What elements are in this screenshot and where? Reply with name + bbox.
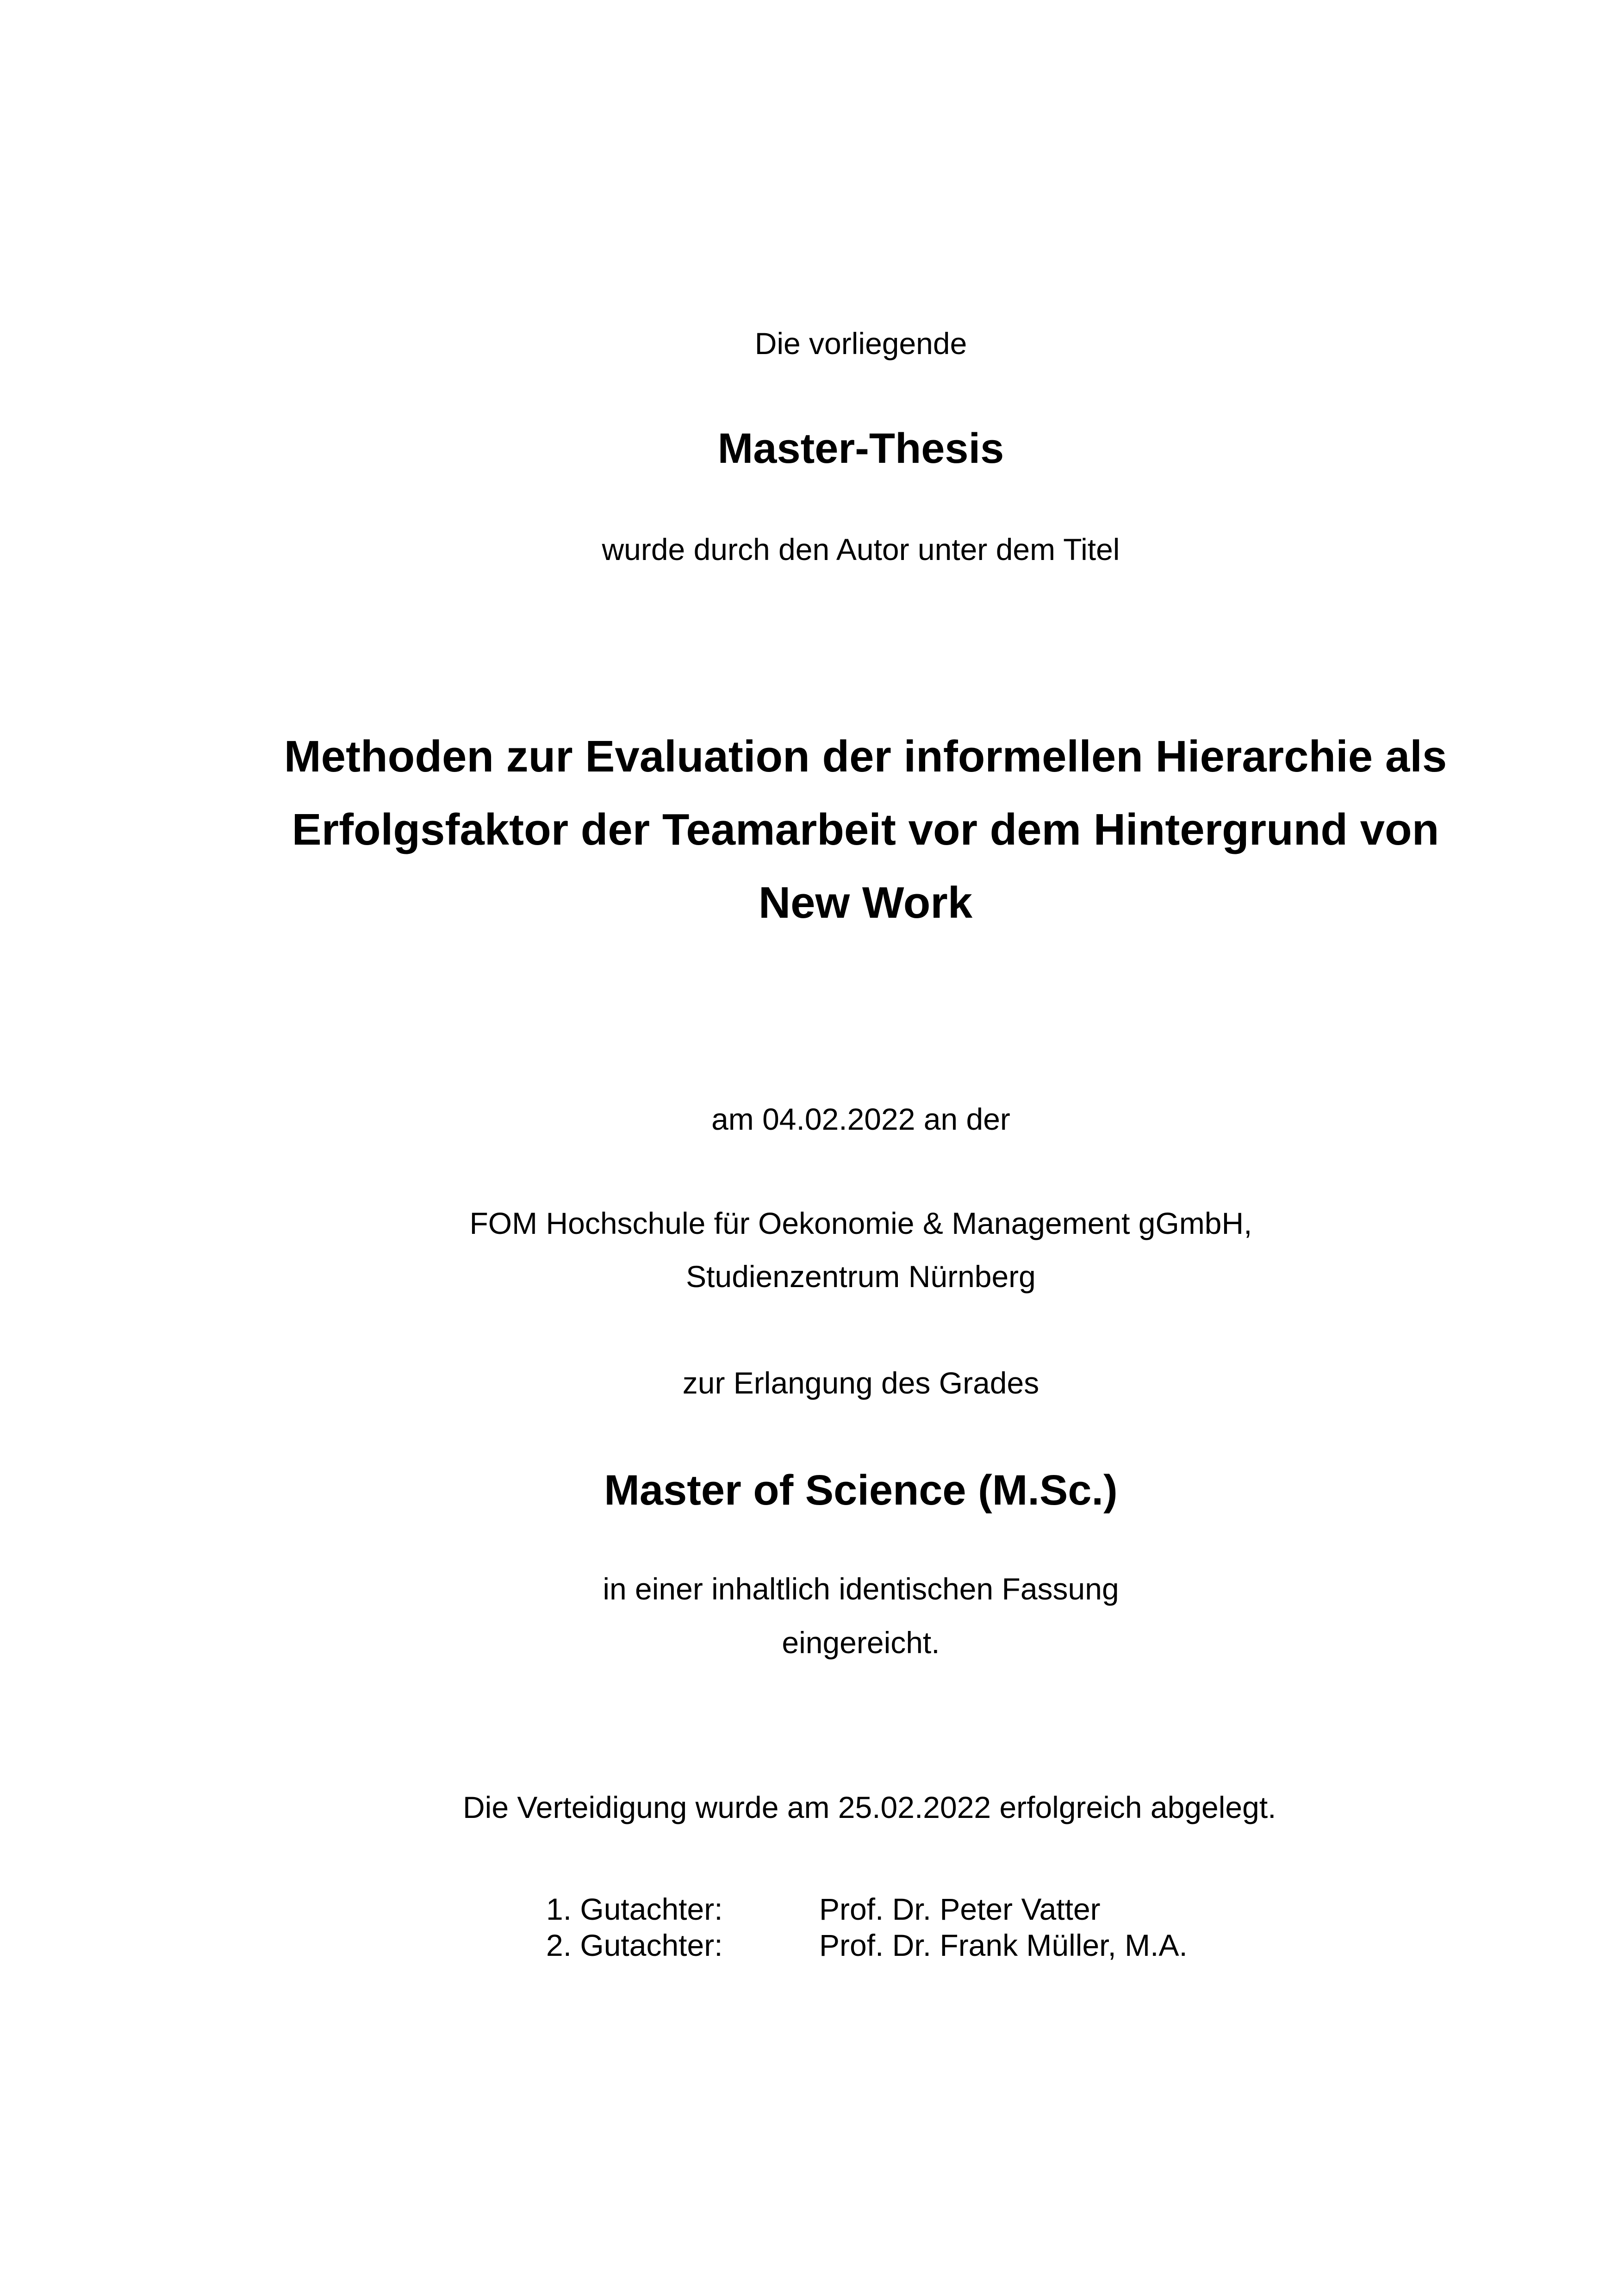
- intro-text: Die vorliegende: [754, 326, 967, 361]
- document-type-heading: Master-Thesis: [717, 425, 1004, 472]
- reviewer-row: [546, 1927, 1188, 1963]
- thesis-title-line-2: Erfolgsfaktor der Teamarbeit vor dem Hintergrund von: [292, 805, 1439, 854]
- reviewer-row: [546, 1891, 1188, 1927]
- reviewer-name: Prof. Dr. Peter Vatter: [819, 1892, 1101, 1926]
- defense-line: Die Verteidigung wurde am 25.02.2022 erfolgreich abgelegt.: [463, 1790, 1276, 1824]
- institution-line-2: Studienzentrum Nürnberg: [686, 1259, 1036, 1294]
- thesis-title-line-3: New Work: [758, 878, 973, 927]
- degree-heading: Master of Science (M.Sc.): [604, 1467, 1118, 1514]
- version-line-1: in einer inhaltlich identischen Fassung: [603, 1572, 1119, 1606]
- version-line-2: eingereicht.: [782, 1625, 940, 1660]
- thesis-title: [259, 720, 1472, 940]
- thesis-title-line-1: Methoden zur Evaluation der informellen Hierarchie als: [284, 732, 1447, 781]
- reviewer-name: Prof. Dr. Frank Müller, M.A.: [819, 1928, 1188, 1962]
- reviewer-role: 2. Gutachter:: [546, 1928, 723, 1962]
- reviewer-role: 1. Gutachter:: [546, 1892, 723, 1926]
- submission-date-line: am 04.02.2022 an der: [711, 1102, 1010, 1136]
- institution-line-1: FOM Hochschule für Oekonomie & Management gGmbH,: [469, 1206, 1252, 1240]
- reviewers-list: [546, 1891, 1188, 1963]
- degree-intro: zur Erlangung des Grades: [682, 1366, 1039, 1400]
- author-line: wurde durch den Autor unter dem Titel: [602, 532, 1120, 566]
